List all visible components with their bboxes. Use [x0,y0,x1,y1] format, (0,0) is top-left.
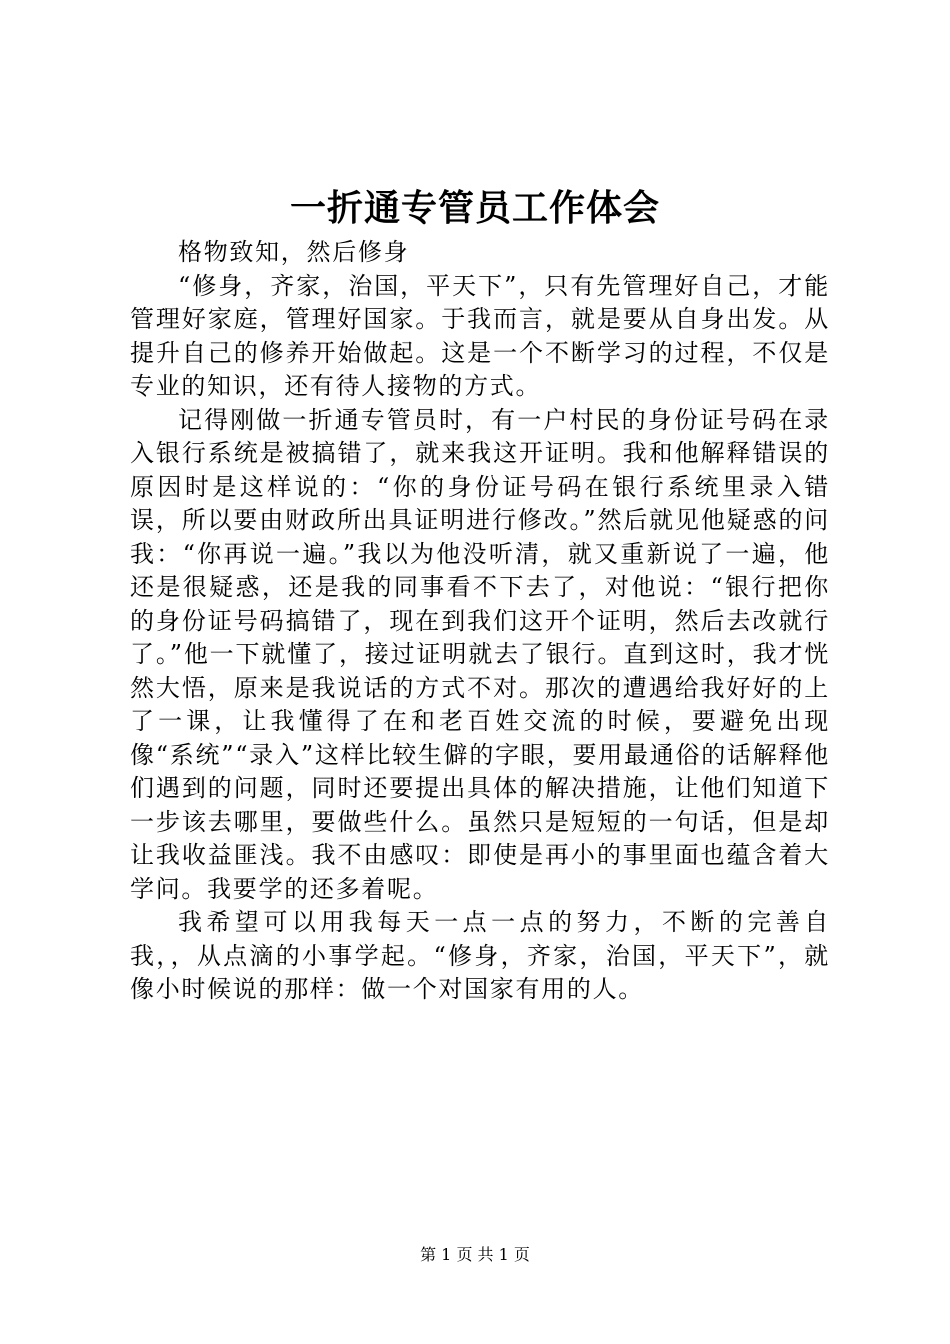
paragraph-3: 我希望可以用我每天一点一点的努力，不断的完善自我，，从点滴的小事学起。“修身，齐家，治国，平天下”，就像小时候说的那样：做一个对国家有用的人。 [130,908,830,1003]
document-title: 一折通专管员工作体会 [289,187,660,229]
page-footer: 第 1 页 共 1 页 [420,1245,530,1264]
paragraph-2: 记得刚做一折通专管员时，有一户村民的身份证号码在录入银行系统是被搞错了，就来我这开证明。我和他解释错误的原因时是这样说的：“你的身份证号码在银行系统里录入错误，所以要由财政所出具证明进行修改。”然后就见他疑惑的问我：“你再说一遍。”我以为他没听清，就又重新说了一遍，他还是很疑惑，还是我的同事看不下去了，对他说：“银行把你的身份证号码搞错了，现在到我们这开个证明，然后去改就行了。”他一下就懂了，接过证明就去了银行。直到这时，我才恍然大悟，原来是我说话的方式不对。那次的遭遇给我好好的上了一课，让我懂得了在和老百姓交流的时候，要避免出现像“系统”“录入”这样比较生僻的字眼，要用最通俗的话解释他们遇到的问题，同时还要提出具体的解决措施，让他们知道下一步该去哪里，要做些什么。虽然只是短短的一句话，但是却让我收益匪浅。我不由感叹：即使是再小的事里面也蕴含着大学问。我要学的还多着呢。 [130,405,830,903]
paragraph-subtitle: 格物致知，然后修身 [178,238,410,266]
paragraph-1: “修身，齐家，治国，平天下”，只有先管理好自己，才能管理好家庭，管理好国家。于我而言，就是要从自身出发。从提升自己的修养开始做起。这是一个不断学习的过程，不仅是专业的知识，还有待人接物的方式。 [130,271,830,400]
document-body [130,236,830,1007]
